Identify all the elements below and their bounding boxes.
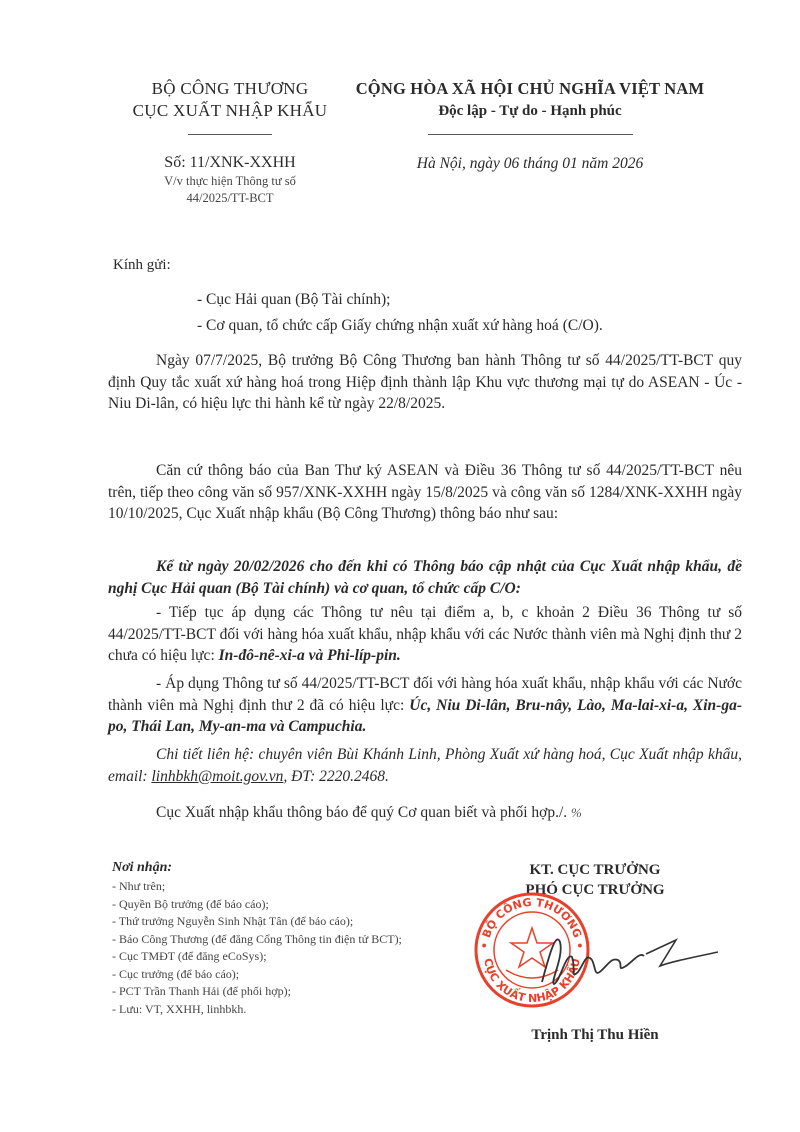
department-name: CỤC XUẤT NHẬP KHẨU (132, 101, 328, 120)
national-motto: Độc lập - Tự do - Hạnh phúc (438, 103, 622, 119)
list-item: - Cục trưởng (để báo cáo); (112, 966, 240, 981)
subject-line-1: V/v thực hiện Thông tư số (164, 174, 296, 188)
contact-phone: , ĐT: 2220.2468. (283, 767, 389, 785)
recipients-title: Nơi nhận: (112, 860, 173, 875)
closing-text: Cục Xuất nhập khẩu thông báo để quý Cơ quan biết và phối hợp./. (156, 804, 568, 821)
national-header-block (330, 78, 730, 174)
paragraph-6 (108, 744, 742, 787)
signature-block (470, 860, 720, 1043)
contact-email-link[interactable]: linhbkh@moit.gov.vn (151, 767, 284, 785)
paragraph-4 (108, 602, 742, 667)
list-item: - Lưu: VT, XXHH, linhbkh. (112, 1001, 247, 1016)
signature-title-1: KT. CỤC TRƯỞNG (529, 862, 661, 878)
paragraph-5 (108, 673, 742, 738)
list-item: - Cục TMĐT (để đăng eCoSys); (112, 949, 267, 963)
paragraph-2: Căn cứ thông báo của Ban Thư ký ASEAN và Điều 36 Thông tư số 44/2025/TT-BCT nêu trên, tiếp theo công văn số 957/XNK-XXHH ngày 15/8/2025 và công văn số 1284/XNK-XXHH ngày 10/10/2025, Cục Xuất nhập khẩu (Bộ Công Thương) thông báo như sau: (108, 462, 742, 522)
paragraph-4-text: - Tiếp tục áp dụng các Thông tư nêu tại điểm a, b, c khoản 2 Điều 36 Thông tư số 44/2025/TT-BCT đối với hàng hóa xuất khẩu, nhập khẩu với các Nước thành viên mà Nghị định thư 2 chưa có hiệu lực: (108, 604, 742, 664)
divider (188, 134, 272, 135)
svg-text:• BỘ CÔNG THƯƠNG •: • BỘ CÔNG THƯƠNG • (477, 895, 587, 950)
list-item: - Thứ trưởng Nguyễn Sinh Nhật Tân (để báo cáo); (112, 914, 354, 928)
ministry-name: BỘ CÔNG THƯƠNG (151, 79, 309, 98)
initial-mark: % (571, 805, 582, 820)
place-date: Hà Nội, ngày 06 tháng 01 năm 2026 (416, 155, 644, 172)
recipients-list (112, 878, 402, 1018)
paragraph-5-text: - Áp dụng Thông tư số 44/2025/TT-BCT đối với hàng hóa xuất khẩu, nhập khẩu với các Nước thành viên mà Nghị định thư 2 đã có hiệu lực: (108, 675, 742, 714)
list-item: - Báo Công Thương (để đăng Cổng Thông tin điện tử BCT); (112, 931, 402, 946)
signature-title-2: PHÓ CỤC TRƯỞNG (525, 882, 665, 898)
salutation-label: Kính gửi: (113, 257, 171, 273)
subject-line-2: 44/2025/TT-BCT (186, 191, 274, 205)
paragraph-3: Kể từ ngày 20/02/2026 cho đến khi có Thông báo cập nhật của Cục Xuất nhập khẩu, đề nghị Cục Hải quan (Bộ Tài chính) và cơ quan, tổ chức cấp C/O: (108, 558, 742, 597)
document-number: Số: 11/XNK-XXHH (164, 154, 296, 171)
list-item: - Như trên; (112, 879, 166, 893)
nation-title: CỘNG HÒA XÃ HỘI CHỦ NGHĨA VIỆT NAM (355, 79, 705, 98)
paragraph-5-countries: Úc, Niu Di-lân, Bru-nây, Lào, Ma-lai-xi-a, Xin-ga-po, Thái Lan, My-an-ma và Campuchia. (108, 696, 742, 735)
handwritten-signature (520, 912, 720, 1002)
paragraph-7 (108, 802, 742, 824)
recipient-line: - Cục Hải quan (Bộ Tài chính); (197, 291, 391, 308)
svg-text:CỤC XUẤT NHẬP KHẨU: CỤC XUẤT NHẬP KHẨU (481, 957, 583, 1006)
paragraph-4-countries: In-đô-nê-xi-a và Phi-líp-pin. (218, 647, 401, 664)
list-item: - Quyền Bộ trưởng (để báo cáo); (112, 896, 269, 911)
recipient-line: - Cơ quan, tổ chức cấp Giấy chứng nhận xuất xứ hàng hoá (C/O). (197, 317, 603, 334)
contact-text: Chi tiết liên hệ: chuyên viên Bùi Khánh Linh, Phòng Xuất xứ hàng hoá, Cục Xuất nhập khẩu, email: (108, 746, 742, 785)
divider (428, 134, 633, 135)
signer-name: Trịnh Thị Thu Hiền (531, 1027, 659, 1043)
paragraph-1: Ngày 07/7/2025, Bộ trưởng Bộ Công Thương ban hành Thông tư số 44/2025/TT-BCT quy định Quy tắc xuất xứ hàng hoá trong Hiệp định thành lập Khu vực thương mại tự do ASEAN - Úc - Niu Di-lân, có hiệu lực thi hành kể từ ngày 22/8/2025. (108, 352, 742, 412)
list-item: - PCT Trần Thanh Hải (để phối hợp); (112, 984, 291, 998)
